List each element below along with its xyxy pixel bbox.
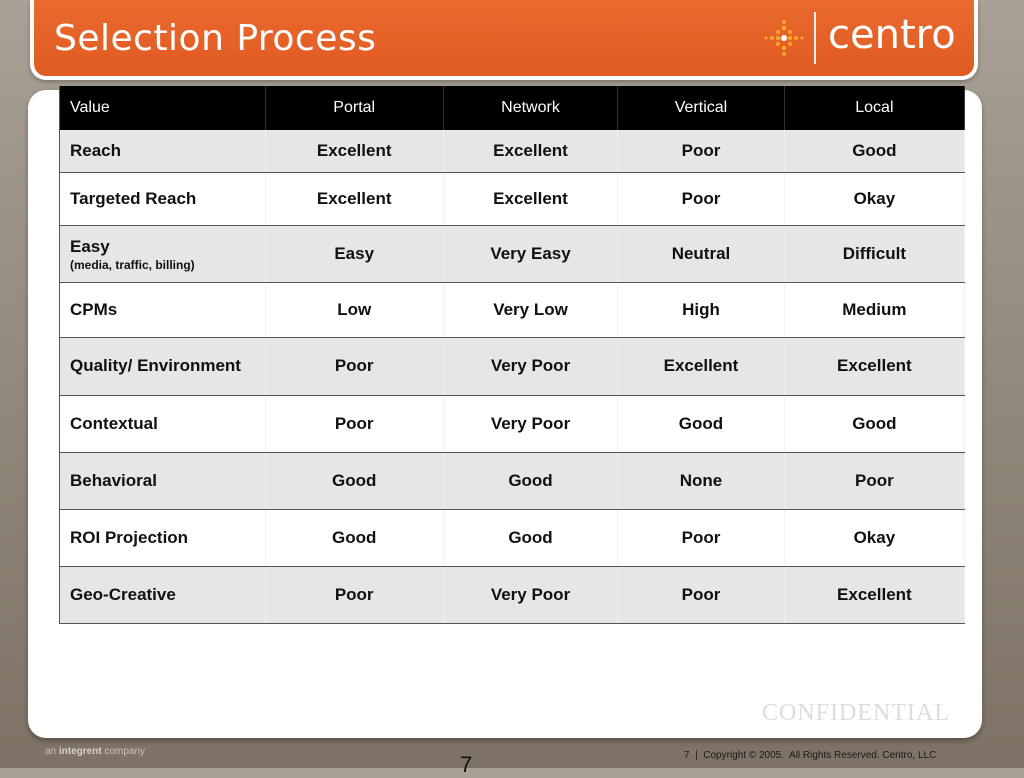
table-cell: Low (265, 282, 443, 337)
table-cell: High (618, 282, 785, 337)
table-cell: Poor (265, 395, 443, 452)
row-label: Behavioral (60, 452, 266, 509)
table-cell: Good (618, 395, 785, 452)
table-cell: Very Low (443, 282, 617, 337)
logo-divider (814, 12, 816, 64)
table-cell: Medium (784, 282, 964, 337)
table-cell: Poor (618, 509, 785, 566)
table-cell: Poor (784, 452, 964, 509)
logo-text: centro (828, 12, 956, 58)
table-cell: Excellent (443, 172, 617, 225)
column-header: Local (784, 86, 964, 130)
centro-logo (762, 10, 962, 65)
table-cell: Okay (784, 509, 964, 566)
table-cell: Good (784, 395, 964, 452)
table-cell: Difficult (784, 225, 964, 282)
table-row (60, 509, 965, 566)
page-title: Selection Process (54, 18, 377, 59)
table-cell: Okay (784, 172, 964, 225)
table-cell: Excellent (618, 337, 785, 395)
table-cell: Poor (618, 130, 785, 172)
table-row (60, 337, 965, 395)
table-cell: Good (784, 130, 964, 172)
table-cell: Very Poor (443, 395, 617, 452)
table-cell: Excellent (784, 337, 964, 395)
table-row (60, 395, 965, 452)
table-row (60, 130, 965, 172)
logo-dots-icon (764, 18, 804, 58)
selection-table (59, 86, 965, 624)
column-header: Portal (265, 86, 443, 130)
row-label: Geo-Creative (60, 566, 266, 623)
table-cell: Good (265, 509, 443, 566)
column-header: Value (60, 86, 266, 130)
table-cell: None (618, 452, 785, 509)
table-cell: Poor (265, 337, 443, 395)
table-row (60, 566, 965, 623)
table-cell: Very Easy (443, 225, 617, 282)
row-label: ROI Projection (60, 509, 266, 566)
tagline-prefix: an (45, 746, 59, 757)
table-cell: Good (265, 452, 443, 509)
table-cell: Easy (265, 225, 443, 282)
table-cell: Very Poor (443, 566, 617, 623)
table-cell: Excellent (443, 130, 617, 172)
row-label: Contextual (60, 395, 266, 452)
table-cell: Poor (265, 566, 443, 623)
tagline-suffix: company (101, 746, 146, 757)
table-row (60, 172, 965, 225)
tagline-brand: integrent (58, 746, 102, 757)
row-label: Targeted Reach (60, 172, 266, 225)
column-header: Vertical (618, 86, 785, 130)
table-row (60, 225, 965, 282)
table-cell: Excellent (265, 130, 443, 172)
table-cell: Poor (618, 566, 785, 623)
table-row (60, 282, 965, 337)
row-label: Reach (60, 130, 266, 172)
table-cell: Poor (618, 172, 785, 225)
table-cell: Very Poor (443, 337, 617, 395)
table-row (60, 452, 965, 509)
copyright-notice: 7 | Copyright © 2005. All Rights Reserved. Centro, LLC (684, 750, 937, 761)
table-cell: Neutral (618, 225, 785, 282)
row-label: Quality/ Environment (60, 337, 266, 395)
table-header-row (60, 86, 965, 130)
page-number: 7 (460, 752, 473, 777)
table-cell: Excellent (265, 172, 443, 225)
company-tagline (45, 746, 145, 757)
table-cell: Good (443, 452, 617, 509)
row-sublabel: (media, traffic, billing) (70, 257, 195, 272)
row-label-text: Easy (70, 236, 110, 256)
row-label: CPMs (60, 282, 266, 337)
table-cell: Excellent (784, 566, 964, 623)
confidential-watermark: CONFIDENTIAL (762, 700, 950, 726)
header-banner (30, 0, 978, 80)
table-cell: Good (443, 509, 617, 566)
row-label (60, 225, 266, 282)
column-header: Network (443, 86, 617, 130)
